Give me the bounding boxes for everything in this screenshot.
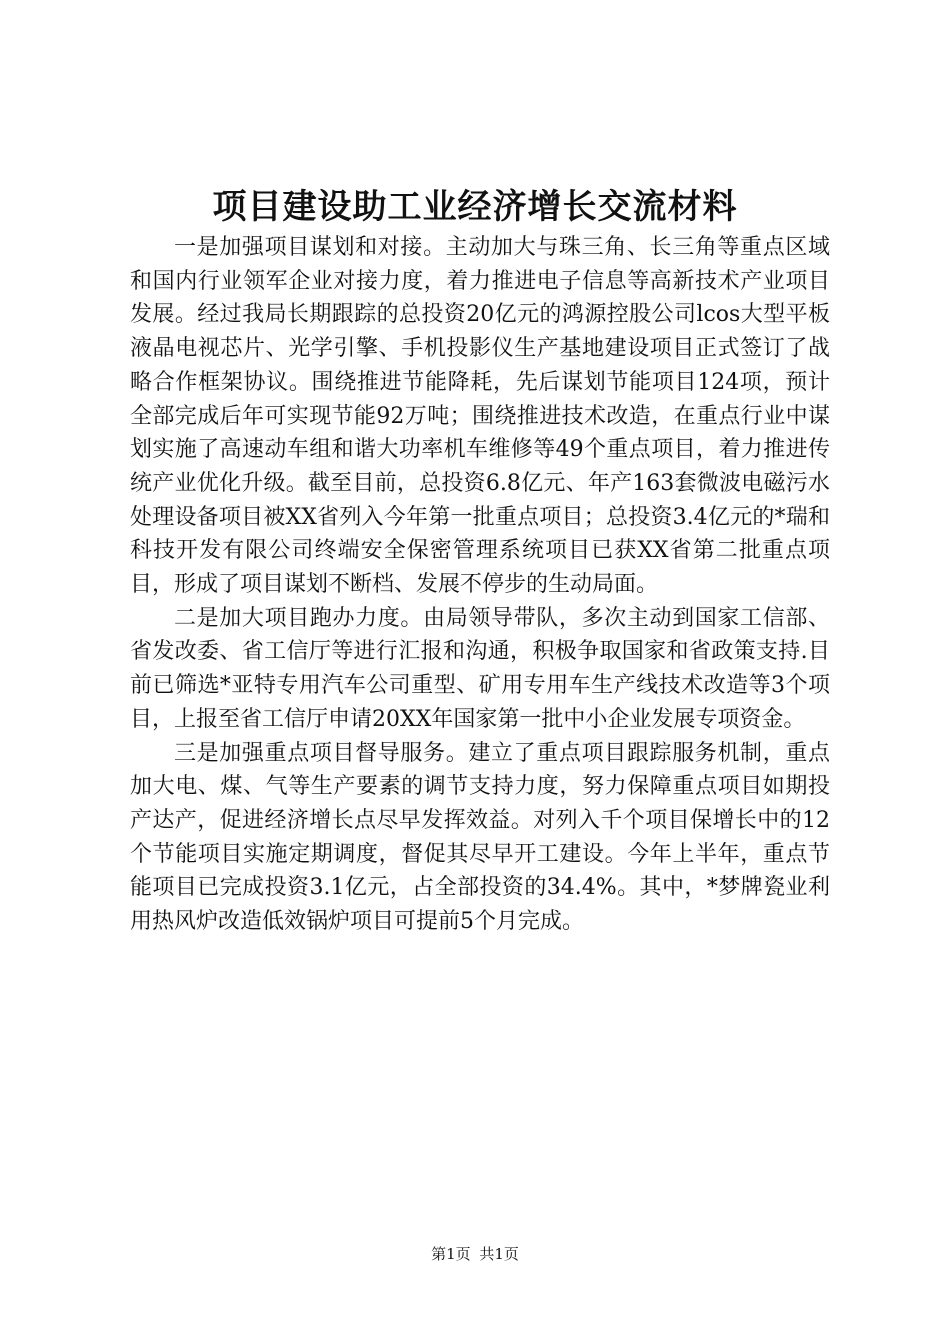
page-total: 共1页 xyxy=(479,1245,519,1263)
paragraph: 三是加强重点项目督导服务。建立了重点项目跟踪服务机制，重点加大电、煤、气等生产要素的调节支持力度，努力保障重点项目如期投产达产，促进经济增长点尽早发挥效益。对列入千个项目保增长中的12个节能项目实施定期调度，督促其尽早开工建设。今年上半年，重点节能项目已完成投资3.1亿元，占全部投资的34.4%。其中，*梦牌瓷业利用热风炉改造低效锅炉项目可提前5个月完成。 xyxy=(130,740,830,935)
document-body xyxy=(130,231,830,939)
paragraph: 一是加强项目谋划和对接。主动加大与珠三角、长三角等重点区域和国内行业领军企业对接力度，着力推进电子信息等高新技术产业项目发展。经过我局长期跟踪的总投资20亿元的鸿源控股公司lcos大型平板液晶电视芯片、光学引擎、手机投影仪生产基地建设项目正式签订了战略合作框架协议。围绕推进节能降耗，先后谋划节能项目124项，预计全部完成后年可实现节能92万吨；围绕推进技术改造，在重点行业中谋划实施了高速动车组和谐大功率机车维修等49个重点项目，着力推进传统产业优化升级。截至目前，总投资6.8亿元、年产163套微波电磁污水处理设备项目被XX省列入今年第一批重点项目；总投资3.4亿元的*瑞和科技开发有限公司终端安全保密管理系统项目已获XX省第二批重点项目，形成了项目谋划不断档、发展不停步的生动局面。 xyxy=(130,235,830,598)
paragraph: 二是加大项目跑办力度。由局领导带队，多次主动到国家工信部、省发改委、省工信厅等进行汇报和沟通，积极争取国家和省政策支持.目前已筛选*亚特专用汽车公司重型、矿用专用车生产线技术改造等3个项目，上报至省工信厅申请20XX年国家第一批中小企业发展专项资金。 xyxy=(130,605,830,732)
page-number: 第1页 xyxy=(431,1245,471,1263)
page-footer xyxy=(0,1244,950,1264)
document-title: 项目建设助工业经济增长交流材料 xyxy=(212,187,738,227)
